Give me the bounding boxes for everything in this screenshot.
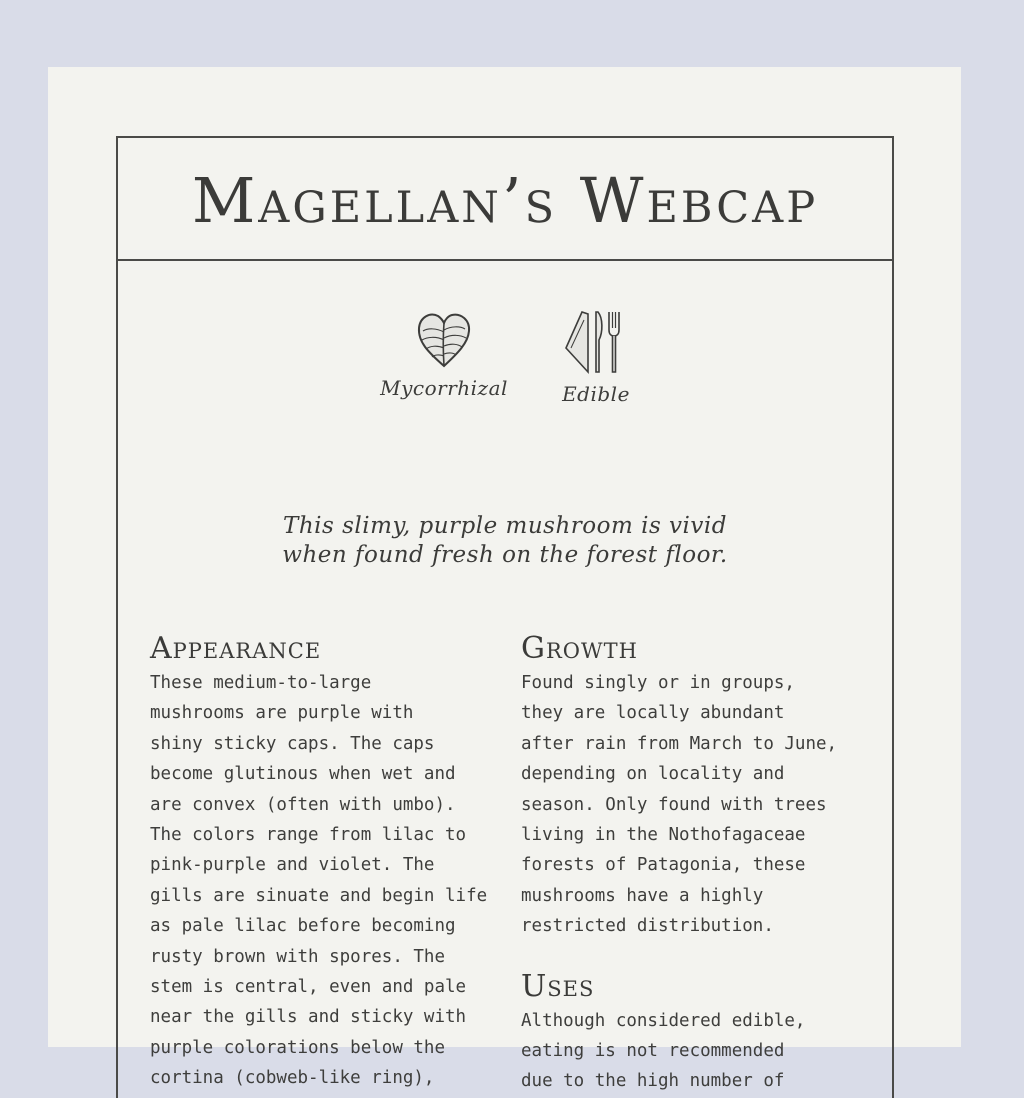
- text-line: mushrooms have a highly: [521, 885, 764, 906]
- tagline: [118, 512, 892, 570]
- text-line: are convex (often with umbo).: [150, 794, 456, 815]
- text-line: living in the Nothofagaceae: [521, 825, 806, 846]
- field-guide-card: [48, 67, 961, 1092]
- title-box: [118, 138, 892, 261]
- text-line: as pale lilac before becoming: [150, 916, 456, 937]
- text-line: gills are sinuate and begin life: [150, 885, 488, 906]
- text-line: rusty brown with spores. The: [150, 946, 446, 967]
- growth-section: [521, 632, 861, 942]
- page-title: Magellan’s Webcap: [191, 163, 819, 237]
- edible-badge: [538, 308, 654, 406]
- appearance-heading: Appearance: [150, 631, 322, 666]
- mycorrhizal-label: Mycorrhizal: [380, 376, 508, 400]
- text-line: These medium-to-large: [150, 673, 372, 693]
- growth-text: [521, 668, 861, 942]
- edible-label: Edible: [562, 382, 630, 406]
- text-line: mushrooms are purple with: [150, 703, 414, 724]
- classification-icons: [118, 308, 892, 418]
- text-line: stem is central, even and pale: [150, 977, 467, 998]
- text-line: restricted distribution.: [521, 916, 774, 937]
- text-line: after rain from March to June,: [521, 733, 838, 754]
- text-line: cortina (cobweb-like ring),: [150, 1068, 435, 1089]
- mycorrhizal-badge: [364, 308, 524, 400]
- text-line: Found singly or in groups,: [521, 673, 795, 693]
- uses-text: [521, 1006, 861, 1097]
- text-line: depending on locality and: [521, 764, 785, 785]
- text-line: The colors range from lilac to: [150, 825, 467, 846]
- text-line: due to the high number of: [521, 1071, 785, 1092]
- uses-heading: Uses: [521, 968, 595, 1004]
- growth-heading: Growth: [521, 631, 638, 666]
- text-line: near the gills and sticky with: [150, 1007, 467, 1028]
- tagline-line: when found fresh on the forest floor.: [282, 542, 728, 568]
- page-frame: [116, 136, 894, 1098]
- uses-section: [521, 970, 861, 1097]
- text-line: Although considered edible,: [521, 1010, 806, 1031]
- cutlery-icon: [562, 308, 630, 376]
- text-line: become glutinous when wet and: [150, 764, 456, 785]
- appearance-section: [150, 632, 495, 1094]
- text-line: season. Only found with trees: [521, 794, 827, 815]
- text-line: forests of Patagonia, these: [521, 855, 806, 876]
- tagline-line: This slimy, purple mushroom is vivid: [283, 513, 727, 539]
- text-line: shiny sticky caps. The caps: [150, 733, 435, 754]
- text-line: purple colorations below the: [150, 1037, 446, 1058]
- leaf-icon: [414, 308, 474, 370]
- text-line: eating is not recommended: [521, 1041, 785, 1062]
- text-line: pink-purple and violet. The: [150, 855, 435, 876]
- text-line: they are locally abundant: [521, 703, 785, 724]
- right-column: [521, 632, 861, 1097]
- appearance-text: [150, 668, 495, 1094]
